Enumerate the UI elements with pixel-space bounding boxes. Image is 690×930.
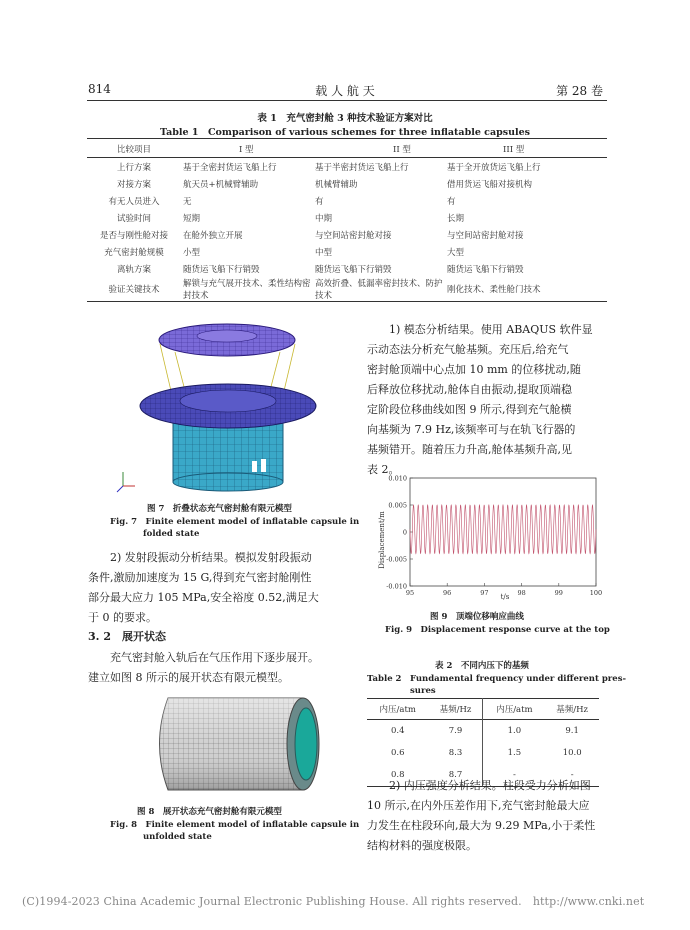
- fig9-caption-cn: 图 9 顶端位移响应曲线: [430, 612, 524, 622]
- text-line: 向基频为 7.9 Hz,该频率可与在轨飞行器的: [367, 423, 576, 436]
- text-line: 定阶段位移曲线如图 9 所示,得到充气舱横: [367, 403, 572, 416]
- table1-cell: 充气密封舱规模: [104, 247, 164, 258]
- table1-cell: 机械臂辅助: [315, 179, 358, 190]
- table2-cell: 10.0: [562, 748, 582, 758]
- y-tick-label: 0.010: [388, 474, 407, 483]
- table1-cell: 有: [447, 196, 456, 207]
- fig7-caption-en-2: folded state: [143, 529, 200, 539]
- fig8-caption-en-2: unfolded state: [143, 832, 212, 842]
- journal-name: 载 人 航 天: [315, 84, 375, 98]
- table2-header-row: [367, 699, 599, 720]
- table1-cell: 长期: [447, 213, 465, 224]
- table1-cell: 有: [315, 196, 324, 207]
- table-row: [87, 158, 607, 176]
- fig8-fe-model-unfolded: [143, 688, 333, 800]
- displacement-series-line: [410, 505, 596, 554]
- table-row: [87, 226, 607, 243]
- table2-cell: 8.7: [448, 770, 463, 780]
- table-row: [87, 243, 607, 260]
- table1-header-cell: III 型: [503, 144, 525, 155]
- table1-cell: 是否与刚性舱对接: [99, 230, 168, 241]
- text-line: 密封舱顶端中心点加 10 mm 的位移扰动,随: [367, 363, 581, 376]
- table2-title-en-2: sures: [410, 686, 436, 696]
- table1-cell: 中期: [315, 213, 333, 224]
- table1-header-cell: I 型: [239, 144, 254, 155]
- y-tick-label: 0: [402, 528, 407, 537]
- text-line: 部分最大应力 105 MPa,安全裕度 0.52,满足大: [88, 591, 319, 604]
- table1-cell: 借用货运飞船对接机构: [447, 179, 533, 190]
- copyright-footer: (C)1994-2023 China Academic Journal Electronic Publishing House. All rights reserved. http://www.cnki.net: [22, 895, 645, 908]
- table1-header-row: [87, 140, 607, 158]
- table1-cell: 与空间站密封舱对接: [447, 230, 524, 241]
- table1-cell: 在舱外独立开展: [183, 230, 243, 241]
- table1-cell: 航天员+机械臂辅助: [183, 179, 259, 190]
- table1-cell: 刚化技术、柔性舱门技术: [447, 285, 541, 295]
- table-row: [87, 277, 607, 302]
- launch-vibration-paragraph: [88, 548, 350, 628]
- table2-cell: 0.8: [390, 770, 405, 780]
- table1-cell: 随货运飞船下行销毁: [447, 264, 524, 275]
- y-tick-label: -0.005: [386, 555, 407, 564]
- table1-title-en: Table 1 Comparison of various schemes for three inflatable capsules: [159, 127, 531, 138]
- table2-cell: 8.3: [448, 748, 463, 758]
- table2-cell: -: [483, 764, 545, 787]
- table1-cell: 上行方案: [116, 162, 151, 173]
- table-row: [87, 209, 607, 226]
- text-line: 条件,激励加速度为 15 G,得到充气密封舱刚性: [88, 571, 312, 584]
- fig9-displacement-chart: [372, 472, 604, 600]
- x-tick-label: 98: [517, 589, 526, 597]
- table-row: [87, 260, 607, 277]
- chart-xlabel: t/s: [500, 593, 510, 600]
- text-line: 10 所示,在内外压差作用下,充气密封舱最大应: [367, 799, 590, 812]
- text-line: 2) 内压强度分析结果。柱段受力分析如图: [389, 779, 591, 792]
- table2-cell: -: [570, 770, 574, 780]
- table1-cell: 解锁与充气展开技术、柔性结构密封技术: [183, 279, 311, 301]
- y-tick-label: 0.005: [388, 501, 407, 510]
- chart-ylabel: Displacement/m: [378, 511, 386, 569]
- table1-cell: 随货运飞船下行销毁: [315, 264, 392, 275]
- table2-cell: 0.4: [390, 726, 405, 736]
- table1-cell: 基于半密封货运飞船上行: [315, 162, 409, 173]
- table1-cell: 基于全密封货运飞船上行: [183, 162, 277, 173]
- table-row: [87, 192, 607, 209]
- table1-cell: 试验时间: [116, 213, 151, 224]
- fig7-caption-en: Fig. 7 Finite element model of inflatable capsule in: [110, 517, 360, 527]
- modal-analysis-paragraph: [367, 320, 607, 480]
- x-tick-label: 96: [443, 589, 452, 597]
- y-tick-label: -0.010: [386, 582, 407, 591]
- table1-cell: 无: [183, 196, 192, 207]
- table2-header-cell: 基频/Hz: [556, 705, 589, 715]
- text-line: 表 2。: [367, 463, 400, 476]
- table1-cell: 短期: [183, 213, 201, 224]
- text-line: 2) 发射段振动分析结果。模拟发射段振动: [110, 551, 312, 564]
- text-line: 基频错开。随着压力升高,舱体基频升高,见: [367, 443, 572, 456]
- table-row: [87, 175, 607, 192]
- table1-cell: 基于全开放货运飞船上行: [447, 162, 541, 173]
- table2-cell: 9.1: [565, 726, 579, 736]
- text-line: 结构材料的强度极限。: [367, 839, 477, 852]
- table2-header-cell: 内压/atm: [483, 699, 545, 720]
- fig8-caption-en: Fig. 8 Finite element model of inflatable capsule in: [110, 820, 360, 830]
- unfolded-state-paragraph: [88, 648, 350, 688]
- x-tick-label: 95: [405, 589, 415, 597]
- table1: [87, 140, 607, 302]
- table1-header-cell: II 型: [393, 144, 411, 155]
- fig9-caption-en: Fig. 9 Displacement response curve at the top: [385, 625, 610, 635]
- table1-cell: 中型: [315, 247, 333, 258]
- table2-title-en: Table 2 Fundamental frequency under different pres-: [367, 674, 627, 684]
- table2-cell: 1.0: [483, 720, 545, 743]
- table2-cell: 0.6: [390, 748, 405, 758]
- chart-frame: [410, 478, 596, 586]
- table2-cell: 7.9: [448, 726, 463, 736]
- text-line: 示动态法分析充气舱基频。充压后,给充气: [367, 343, 569, 356]
- table1-cell: 离轨方案: [116, 264, 151, 275]
- table2-header-cell: 基频/Hz: [439, 705, 472, 715]
- table1-cell: 大型: [447, 247, 465, 258]
- table2-title-cn: 表 2 不同内压下的基频: [435, 661, 529, 671]
- table1-cell: 小型: [183, 247, 201, 258]
- table1-cell: 验证关键技术: [108, 285, 160, 295]
- table2: [367, 698, 599, 787]
- table1-title-cn: 表 1 充气密封舱 3 种技术验证方案对比: [257, 113, 433, 124]
- strength-analysis-paragraph: [367, 776, 607, 856]
- x-tick-label: 97: [480, 589, 489, 597]
- table-row: [367, 720, 599, 743]
- table-row: [367, 742, 599, 764]
- text-line: 充气密封舱入轨后在气压作用下逐步展开。: [110, 651, 319, 664]
- section-heading: 3. 2 展开状态: [88, 630, 166, 643]
- text-line: 力发生在柱段环向,最大为 9.29 MPa,小于柔性: [367, 819, 596, 832]
- text-line: 1) 模态分析结果。使用 ABAQUS 软件显: [389, 323, 593, 336]
- text-line: 后释放位移扰动,舱体自由振动,提取顶端稳: [367, 383, 572, 396]
- x-tick-label: 100: [589, 589, 603, 597]
- table1-cell: 与空间站密封舱对接: [315, 230, 392, 241]
- table1-cell: 有无人员进入: [108, 196, 160, 207]
- fig7-caption-cn: 图 7 折叠状态充气密封舱有限元模型: [147, 504, 292, 514]
- header-rule: [87, 100, 607, 101]
- fig7-fe-model-folded: [115, 318, 330, 496]
- fig8-caption-cn: 图 8 展开状态充气密封舱有限元模型: [137, 807, 282, 817]
- table1-cell: 对接方案: [116, 179, 151, 190]
- table1-top-rule: [87, 138, 607, 139]
- volume-label: 第 28 卷: [556, 84, 603, 98]
- text-line: 于 0 的要求。: [88, 611, 157, 624]
- table1-cell: 随货运飞船下行销毁: [183, 264, 260, 275]
- text-line: 建立如图 8 所示的展开状态有限元模型。: [88, 671, 289, 684]
- x-tick-label: 99: [554, 589, 563, 597]
- table2-header-cell: 内压/atm: [379, 705, 416, 715]
- table1-cell: 高效折叠、低漏率密封技术、防护技术: [315, 279, 443, 301]
- page-number: 814: [88, 82, 111, 96]
- table1-header-cell: 比较项目: [116, 144, 151, 155]
- table2-cell: 1.5: [483, 742, 545, 764]
